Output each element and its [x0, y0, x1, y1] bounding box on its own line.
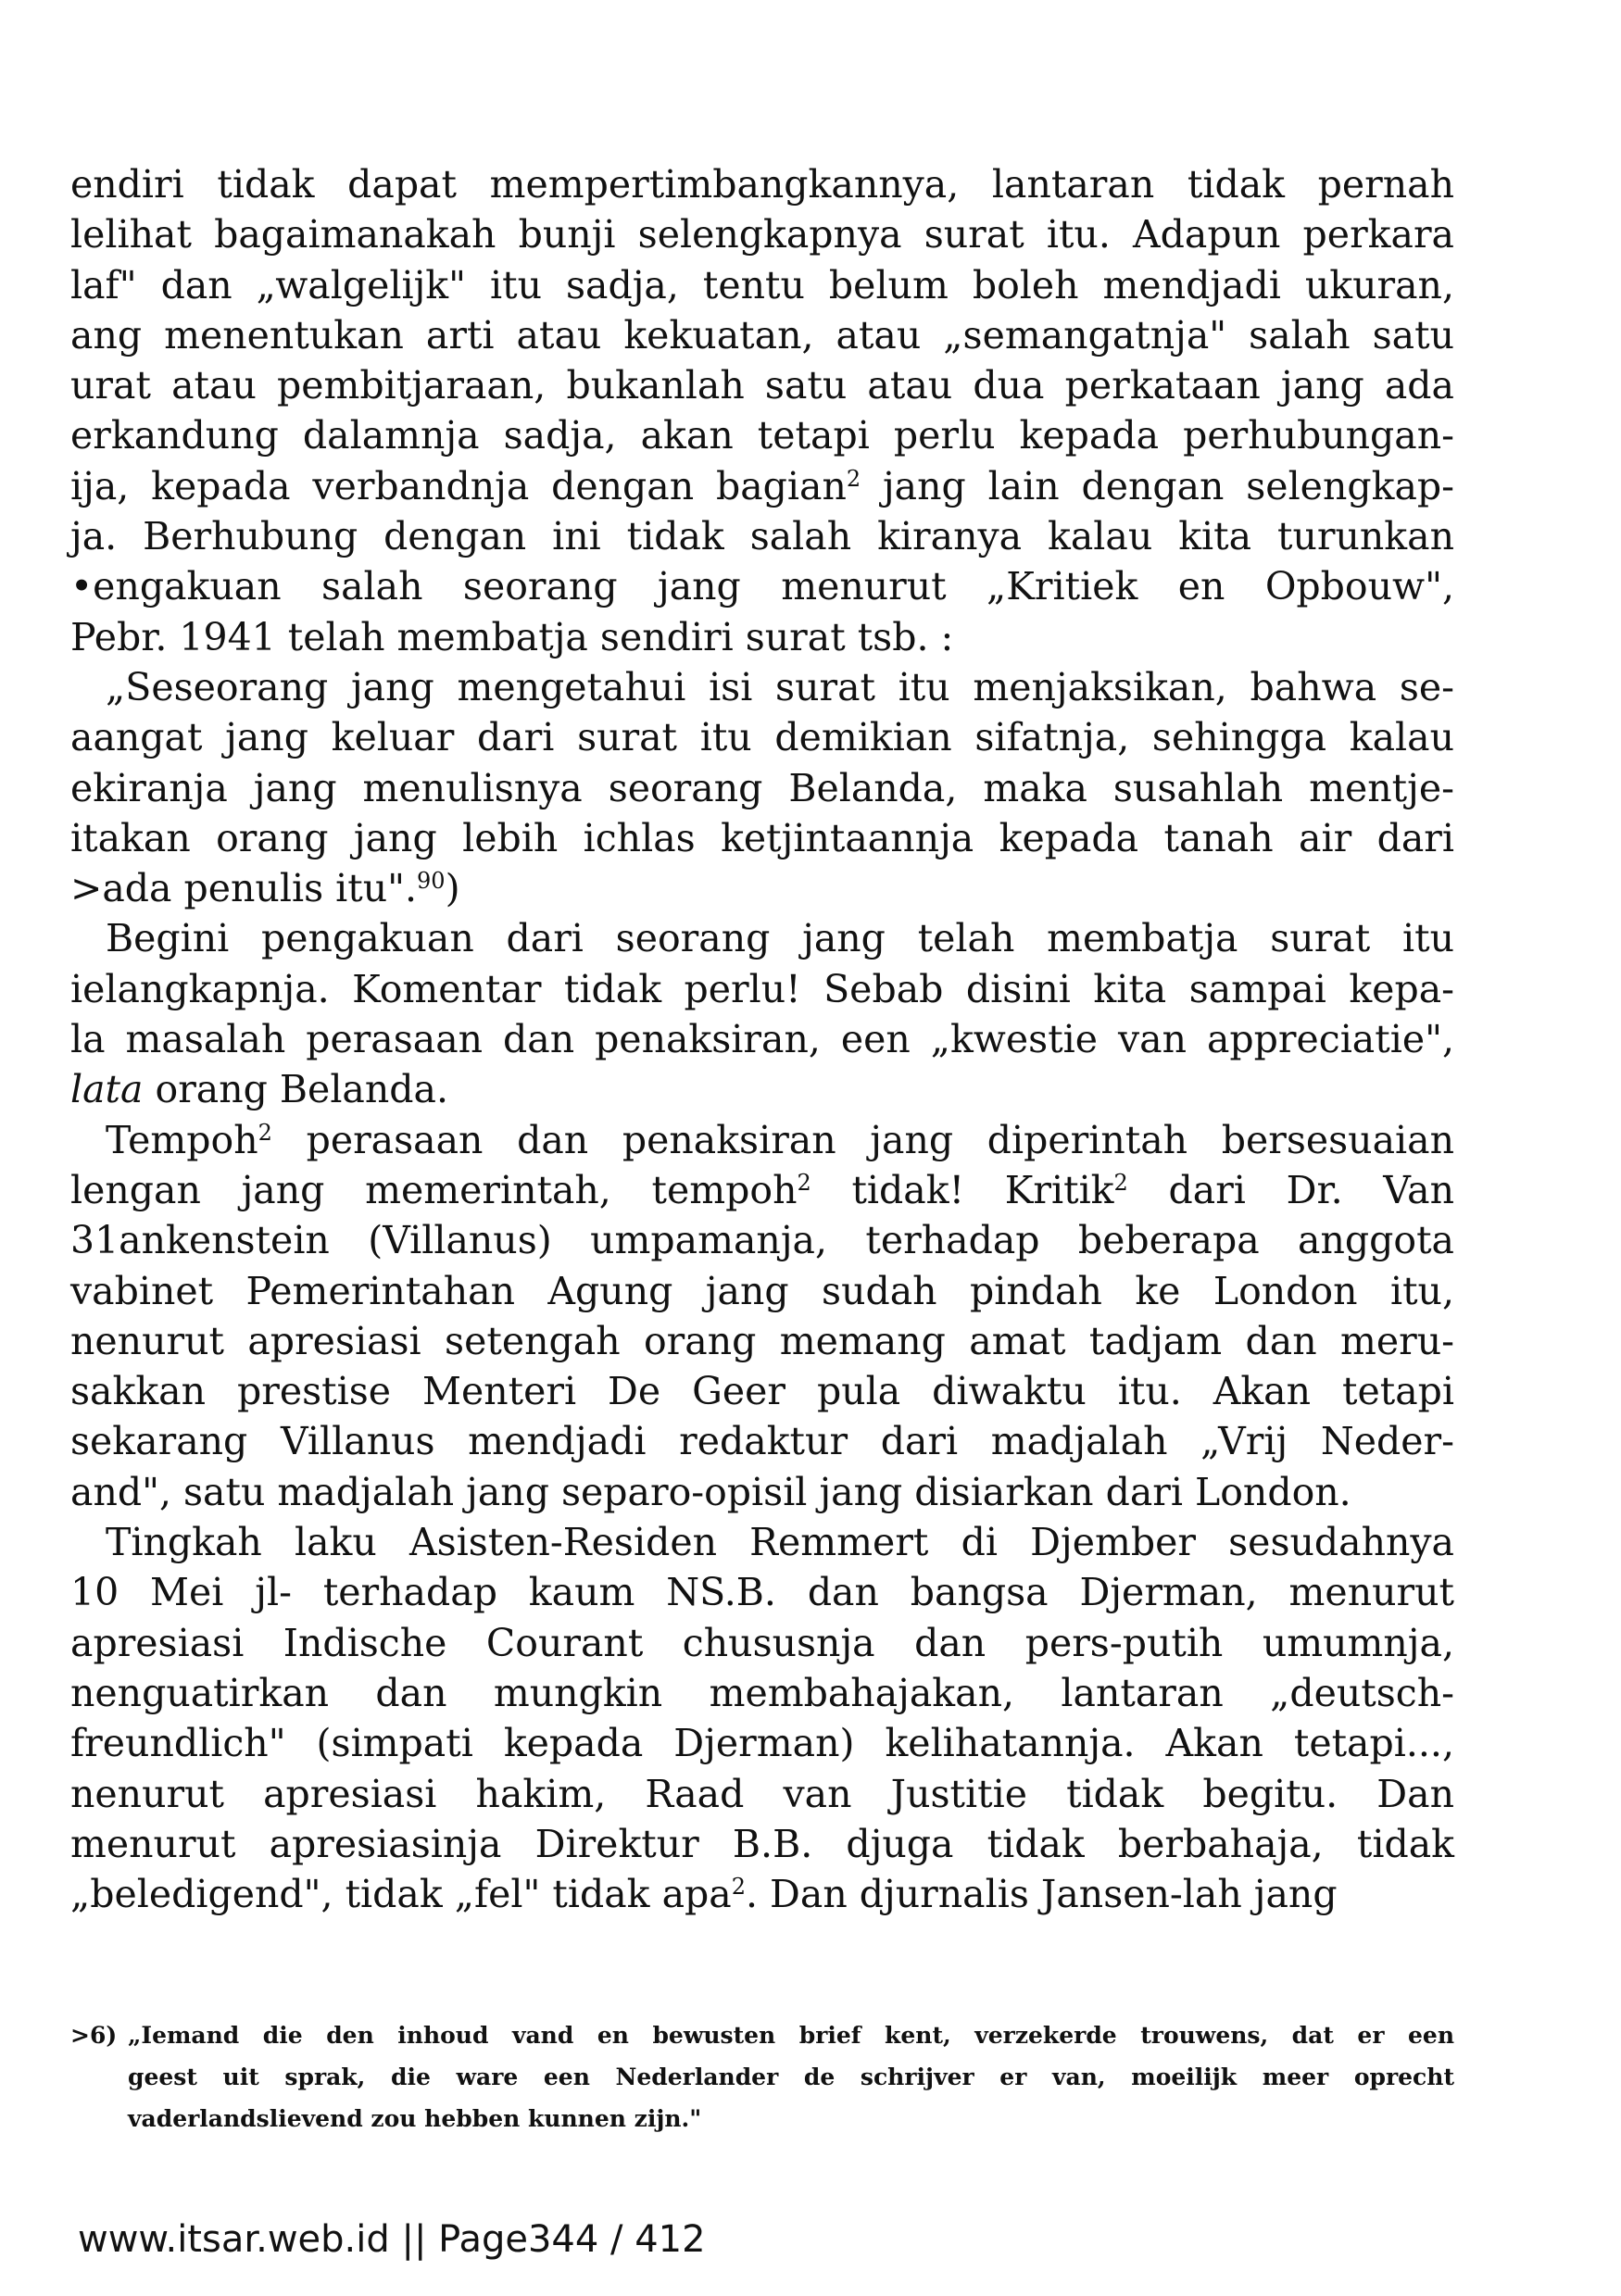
text-segment: „beledigend", tidak „fel" tidak apa	[70, 1872, 732, 1917]
text-line: freundlich" (simpati kepada Djerman) kelihatannja. Akan tetapi...,	[70, 1721, 1454, 1766]
text-line: Begini pengakuan dari seorang jang telah membatja surat itu	[106, 916, 1454, 961]
text-line: laf" dan „walgelijk" itu sadja, tentu belum boleh mendjadi ukuran,	[70, 262, 1454, 307]
quote-line: itakan orang jang lebih ichlas ketjintaannja kepada tanah air dari	[70, 815, 1454, 860]
text-line: urat atau pembitjaraan, bukanlah satu atau dua perkataan jang ada	[70, 363, 1454, 408]
footnote-mark: >6)	[70, 2022, 118, 2049]
quote-line: aangat jang keluar dari surat itu demikian sifatnja, sehingga kalau	[70, 715, 1454, 760]
text-line: nenguatirkan dan mungkin membahajakan, lantaran „deutsch-	[70, 1670, 1454, 1715]
text-line	[70, 1869, 1454, 1919]
quote-line: ekiranja jang menulisnya seorang Belanda, maka susahlah mentje-	[70, 765, 1454, 810]
text-line: ja. Berhubung dengan ini tidak salah kiranya kalau kita turunkan	[70, 514, 1454, 559]
text-segment: dari Dr. Van	[1127, 1167, 1454, 1212]
text-segment: lengan jang memerintah, tempoh	[70, 1167, 798, 1212]
text-line: ang menentukan arti atau kekuatan, atau „semangatnja" salah satu	[70, 312, 1454, 358]
text-line: Tingkah laku Asisten-Residen Remmert di Djember sesudahnya	[106, 1520, 1454, 1565]
text-segment: ija, kepada verbandnja dengan bagian	[70, 463, 847, 508]
text-line: menurut apresiasinja Direktur B.B. djuga tidak berbahaja, tidak	[70, 1821, 1454, 1866]
text-line: 31ankenstein (Villanus) umpamanja, terhadap beberapa anggota	[70, 1218, 1454, 1263]
superscript: 2	[731, 1874, 746, 1901]
text-line: apresiasi Indische Courant chususnja dan pers-putih umumnja,	[70, 1620, 1454, 1665]
text-line: Pebr. 1941 telah membatja sendiri surat tsb. :	[70, 614, 954, 659]
italic-word: lata	[70, 1067, 144, 1112]
text-segment: Tempoh	[106, 1117, 258, 1162]
superscript: 2	[846, 465, 861, 492]
text-segment: orang Belanda.	[143, 1067, 449, 1112]
superscript: 2	[797, 1169, 811, 1196]
text-line: endiri tidak dapat mempertimbangkannya, lantaran tidak pernah	[70, 162, 1454, 207]
text-line	[70, 1115, 1454, 1165]
quote-line: „Seseorang jang mengetahui isi surat itu menjaksikan, bahwa se-	[106, 664, 1454, 709]
text-line	[70, 1064, 1454, 1114]
footnote-text: „Iemand die den inhoud vand en bewusten brief kent, verzekerde trouwens, dat er een	[128, 2022, 1454, 2049]
superscript: 2	[1113, 1169, 1128, 1196]
text-segment: )	[445, 866, 460, 911]
footnote-reference: 90	[417, 868, 446, 895]
text-segment: jang lain dengan selengkap-	[882, 463, 1454, 508]
quote-line	[70, 863, 1454, 913]
text-line	[70, 1165, 1454, 1215]
text-line: nenurut apresiasi setengah orang memang amat tadjam dan meru-	[70, 1318, 1454, 1363]
footnote	[70, 2014, 1454, 2139]
text-line: sekarang Villanus mendjadi redaktur dari madjalah „Vrij Neder-	[70, 1419, 1454, 1464]
text-line: 10 Mei jl- terhadap kaum NS.B. dan bangsa Djerman, menurut	[70, 1570, 1454, 1615]
body-text	[70, 159, 1454, 1919]
text-line: nenurut apresiasi hakim, Raad van Justitie tidak begitu. Dan	[70, 1771, 1454, 1816]
footnote-line: vaderlandslievend zou hebben kunnen zijn."	[128, 2105, 702, 2132]
text-line	[70, 461, 1454, 511]
page-footer: www.itsar.web.id || Page344 / 412	[78, 2218, 706, 2261]
text-line: vabinet Pemerintahan Agung jang sudah pindah ke London itu,	[70, 1268, 1454, 1313]
text-line: sakkan prestise Menteri De Geer pula diwaktu itu. Akan tetapi	[70, 1369, 1454, 1414]
text-line: •engakuan salah seorang jang menurut „Kritiek en Opbouw",	[70, 564, 1454, 609]
text-segment: . Dan djurnalis Jansen-lah jang	[745, 1872, 1338, 1917]
text-line: erkandung dalamnja sadja, akan tetapi perlu kepada perhubungan-	[70, 413, 1454, 458]
text-segment: perasaan dan penaksiran jang diperintah bersesuaian	[271, 1117, 1454, 1162]
text-segment: tidak! Kritik	[810, 1167, 1114, 1212]
text-line: la masalah perasaan dan penaksiran, een „kwestie van appreciatie",	[70, 1017, 1454, 1062]
text-line: ielangkapnja. Komentar tidak perlu! Sebab disini kita sampai kepa-	[70, 966, 1454, 1011]
footnote-line: geest uit sprak, die ware een Nederlander de schrijver er van, moeilijk meer oprecht	[128, 2064, 1454, 2090]
footnote-line	[70, 2014, 1454, 2056]
text-line: lelihat bagaimanakah bunji selengkapnya surat itu. Adapun perkara	[70, 212, 1454, 257]
superscript: 2	[258, 1119, 272, 1146]
text-line: and", satu madjalah jang separo-opisil jang disiarkan dari London.	[70, 1469, 1351, 1514]
text-segment: >ada penulis itu".	[70, 866, 418, 911]
